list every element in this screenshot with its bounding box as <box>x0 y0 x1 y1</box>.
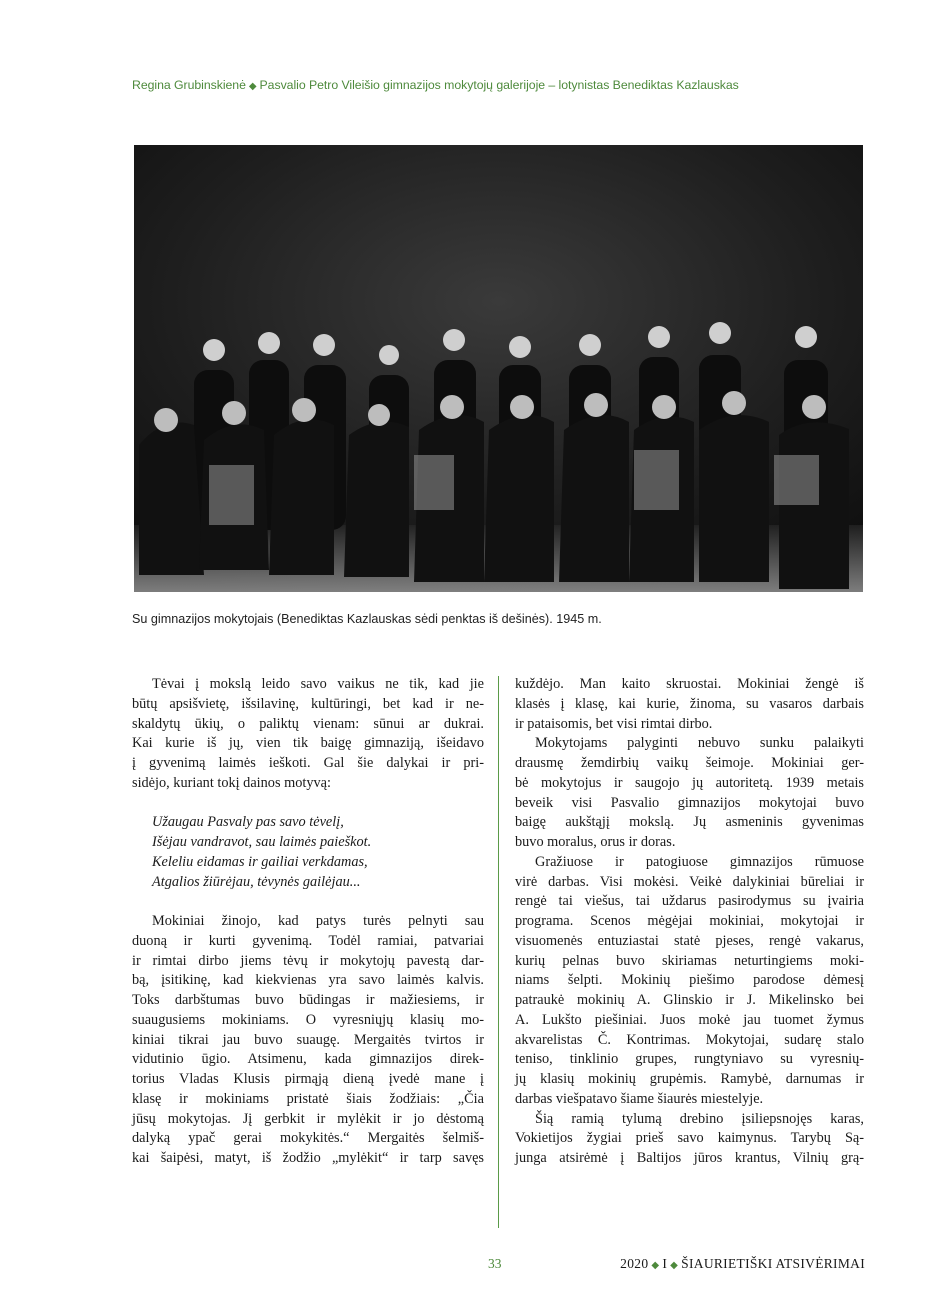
text-line: programa. Scenos mėgėjai mokiniai, mokytojai ir <box>515 913 864 929</box>
text-line: niams šelpti. Mokinių piešimo parodose dėmesį <box>515 972 864 989</box>
text-line: jų klasių mokinių grupėmis. Ramybė, darnumas ir <box>515 1071 864 1087</box>
running-head <box>132 78 872 92</box>
text-line: junga atsirėmė į Baltijos jūros krantus, Vilnių grą- <box>515 1150 864 1166</box>
text-line: torius Vladas Klusis pirmąją dieną įvedė mane į <box>132 1071 484 1087</box>
text-line: akvarelistas Č. Kontrimas. Mokytojai, sudarę stalo <box>515 1031 864 1048</box>
text-line: Mokiniai žinojo, kad patys turės pelnyti sau <box>152 913 484 929</box>
text-line: dalyką ypač gerai mokykitės.“ Mergaitės šelmiš- <box>132 1130 484 1147</box>
text-line: ir rimtai dirbo jiems tėvų ir mokytojų pavestą dar- <box>132 952 484 969</box>
text-line: baigę aukštąjį mokslą. Jų asmeninis gyvenimas <box>515 814 864 831</box>
text-line: Mokytojams palyginti nebuvo sunku palaikyti <box>535 735 864 752</box>
left-column <box>132 675 484 1169</box>
text-line: bė mokytojus ir saugojo jų autoritetą. 1939 metais <box>515 774 864 791</box>
text-line: Tėvai į mokslą leido savo vaikus ne tik, kad jie <box>152 676 484 692</box>
text-line: duoną ir kurti gyvenimą. Todėl ramiai, patvariai <box>132 932 484 949</box>
text-line: sidėjo, kuriant tokį dainos motyvą: <box>132 774 331 791</box>
text-line: darbas viešpatavo šiame šiaurės miestelyje. <box>515 1090 764 1107</box>
text-line: rengė tai viešus, tai uždarus pasirodymus su įvairia <box>515 893 864 910</box>
text-line: visuomenės entuziastai statė pjeses, rengė vakarus, <box>515 932 864 949</box>
text-line: Kai kurie iš jų, vien tik baigę gimnaziją, išeidavo <box>132 735 484 752</box>
diamond-separator-icon: ◆ <box>248 81 257 92</box>
verse-line: Užaugau Pasvaly pas savo tėvelį, <box>152 814 344 831</box>
group-photo <box>134 145 863 592</box>
text-line: drausmę žemdirbių vaikų šeimoje. Mokiniai ger- <box>515 755 864 771</box>
footer-journal: ŠIAURIETIŠKI ATSIVĖRIMAI <box>681 1256 865 1271</box>
verse-line: Keleliu eidamas ir gailiai verkdamas, <box>152 853 368 870</box>
text-line: klasės į klasę, kai kurie, žinoma, su vasaros darbais <box>515 695 864 712</box>
text-line: buvo moralus, orus ir doras. <box>515 834 676 850</box>
text-line: Šią ramią tylumą drebino įsiliepsnojęs karas, <box>535 1110 864 1127</box>
text-line: klasę ir mokiniams pristatė šiais žodžiais: „Čia <box>132 1090 484 1107</box>
diamond-separator-icon: ◆ <box>670 1260 679 1271</box>
text-line: beveik visi Pasvalio gimnazijos mokytojai buvo <box>515 794 864 811</box>
right-column <box>515 675 864 1169</box>
footer-issue: I <box>662 1256 668 1271</box>
text-line: kuždėjo. Man kaito skruostai. Mokiniai žengė iš <box>515 676 864 692</box>
text-line: bą, įsitikinę, kad kiekvienas yra savo laimės kalvis. <box>132 972 484 989</box>
text-line: kai šaipėsi, matyt, iš žodžio „mylėkit“ ir tarp savęs <box>132 1150 484 1166</box>
photo-caption: Su gimnazijos mokytojais (Benediktas Kazlauskas sėdi penktas iš dešinės). 1945 m. <box>132 612 602 626</box>
journal-footer <box>575 1256 865 1272</box>
text-line: skaldytų ūkių, o paliktų vienam: sūnui ar dukrai. <box>132 715 484 732</box>
header-title: Pasvalio Petro Vileišio gimnazijos mokytojų galerijoje – lotynistas Benediktas Kazlauskas <box>259 78 739 92</box>
verse-line: Atgalios žiūrėjau, tėvynės gailėjau... <box>152 873 361 890</box>
group-photo-image-icon <box>134 145 863 592</box>
text-line: kiniai tikrai jau buvo suaugę. Mergaitės tvirtos ir <box>132 1031 484 1048</box>
column-divider <box>498 676 499 1228</box>
text-line: ir pataisomis, bet visi rimtai dirbo. <box>515 715 713 732</box>
text-line: patraukė mokinių A. Glinskio ir J. Mikelinsko bei <box>515 992 864 1008</box>
text-line: vidutinio ūgio. Atsimenu, kada gimnazijos direk- <box>132 1051 484 1068</box>
text-line: kurių pelnas buvo skiriamas neturtingiems moki- <box>515 952 864 969</box>
text-line: Toks darbštumas buvo būdingas ir mažiesiems, ir <box>132 992 484 1008</box>
text-line: Gražiuose ir patogiuose gimnazijos rūmuose <box>535 853 864 870</box>
page-number: 33 <box>488 1256 502 1271</box>
text-line: suaugusiems mokiniams. O vyresniųjų klasių mo- <box>132 1011 484 1028</box>
text-line: teniso, tinklinio grupes, rungtyniavo su vyresnių- <box>515 1051 864 1068</box>
text-line: į gyvenimą laimės ieškoti. Gal šie dalykai ir pri- <box>132 755 484 771</box>
diamond-separator-icon: ◆ <box>651 1260 660 1271</box>
text-line: Vokietijos žygiai prieš savo kaimynus. Tarybų Są- <box>515 1130 864 1147</box>
footer-year: 2020 <box>620 1256 649 1271</box>
text-line: A. Lukšto piešiniai. Juos mokė jau tuomet žymus <box>515 1011 864 1028</box>
text-line: jūsų mokytojas. Jį gerbkit ir mylėkit ir jo dėstomą <box>132 1110 484 1127</box>
verse-line: Išėjau vandravot, sau laimės paieškot. <box>152 834 372 850</box>
header-author: Regina Grubinskienė <box>132 78 246 92</box>
text-line: virė darbas. Visi mokėsi. Veikė dalykiniai būreliai ir <box>515 873 864 890</box>
text-line: būtų apsišvietę, išsilavinę, kultūringi, bet kad ir ne- <box>132 695 484 712</box>
